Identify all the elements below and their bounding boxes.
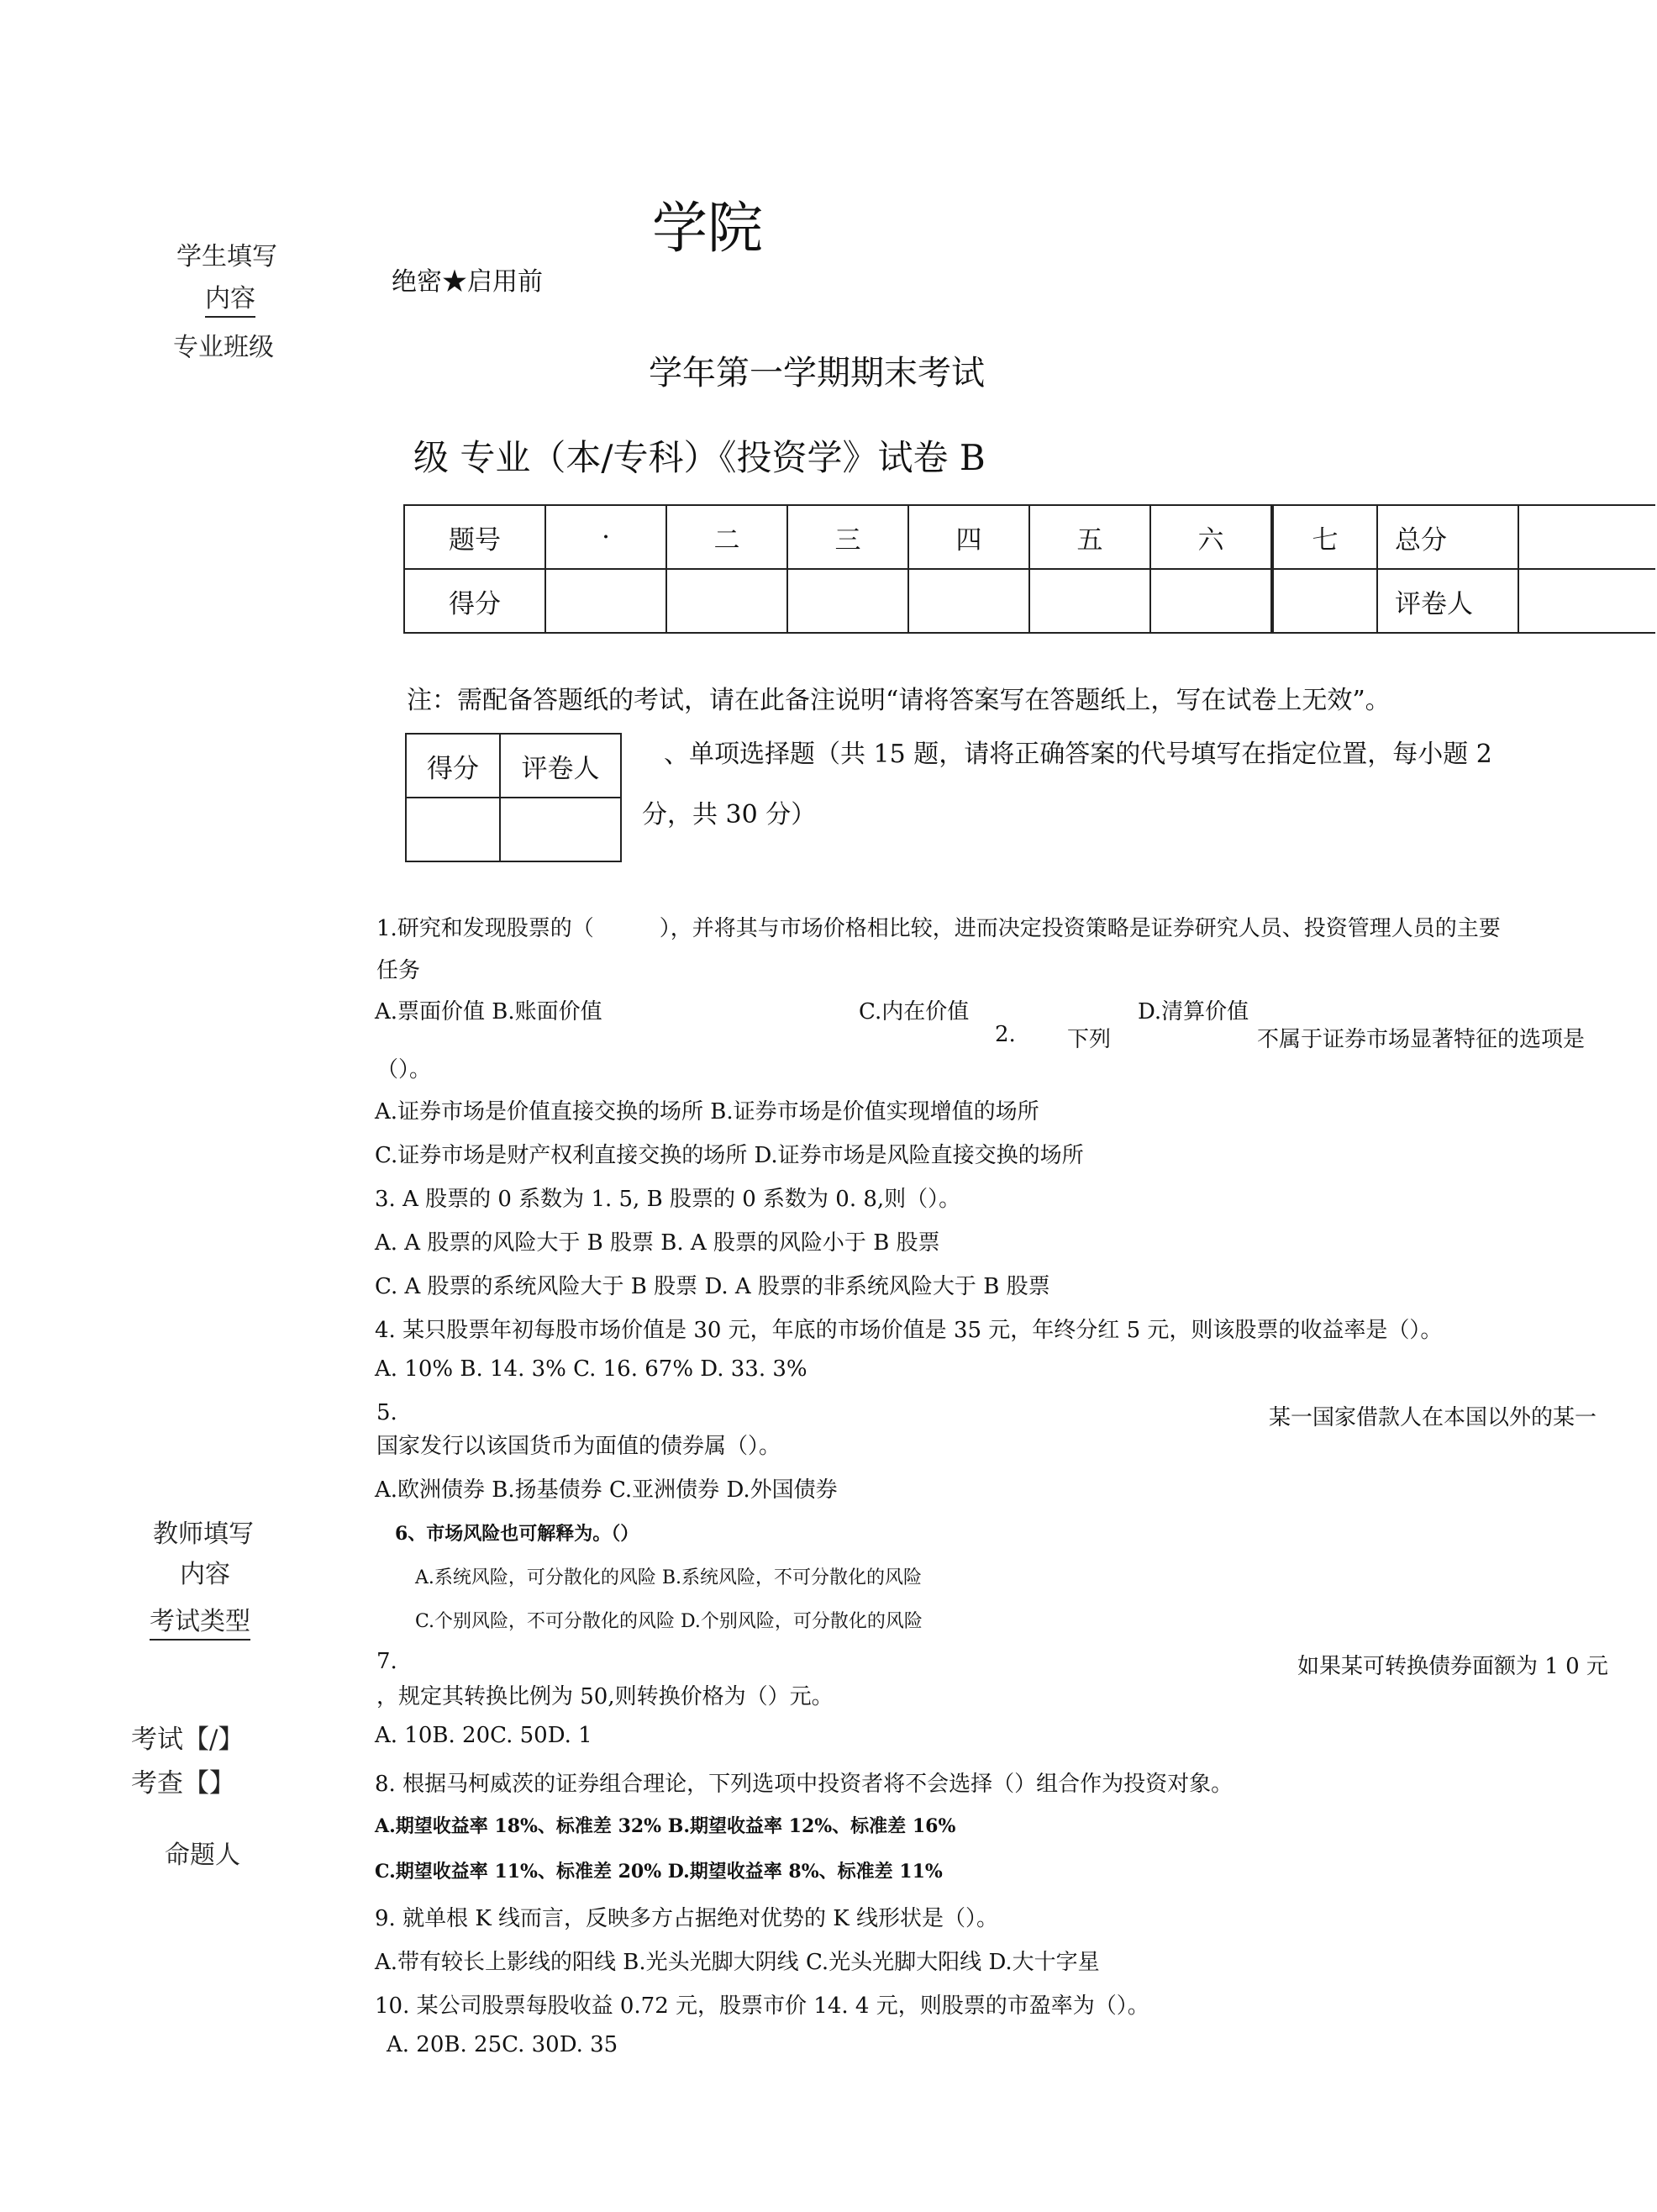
section-grader-label: 评卷人 <box>500 734 621 798</box>
question-2-paren: （）。 <box>376 1057 432 1082</box>
score-cell-s1 <box>545 569 666 633</box>
score-cell-header: 题号 <box>404 505 545 569</box>
score-cell-q7: 七 <box>1272 505 1377 569</box>
question-6-options-ab: A.系统风险，可分散化的风险 B.系统风险，不可分散化的风险 <box>415 1567 923 1588</box>
question-2-word: 下列 <box>1067 1027 1112 1052</box>
college-title: 学院 <box>652 196 763 261</box>
question-3-options-ab: A. A 股票的风险大于 B 股票 B. A 股票的风险小于 B 股票 <box>375 1230 940 1256</box>
score-cell-s6 <box>1150 569 1272 633</box>
exam-type-label: 考试类型 <box>150 1600 250 1641</box>
question-3: 3. A 股票的 0 系数为 1. 5, B 股票的 0 系数为 0. 8,则（）。 <box>375 1187 961 1212</box>
question-4-options: A. 10% B. 14. 3% C. 16. 67% D. 33. 3% <box>375 1356 807 1382</box>
secret-mark: 绝密★启用前 <box>392 267 543 297</box>
question-5: 某一国家借款人在本国以外的某一 <box>1269 1405 1597 1430</box>
score-cell-grader-value <box>1518 569 1655 633</box>
score-cell-s2 <box>666 569 787 633</box>
score-cell-total: 总分 <box>1377 505 1518 569</box>
question-5-cont: 国家发行以该国货币为面值的债券属（）。 <box>376 1434 781 1459</box>
exam-note: 注：需配备答题纸的考试，请在此备注说明“请将答案写在答题纸上，写在试卷上无效”。 <box>407 686 1391 715</box>
proposer-label: 命题人 <box>165 1841 240 1870</box>
term-title: 学年第一学期期末考试 <box>649 354 985 392</box>
question-8-options-ab: A.期望收益率 18%、标准差 32% B.期望收益率 12%、标准差 16% <box>375 1815 956 1837</box>
student-fill-label: 学生填写 <box>176 242 277 271</box>
score-cell-q3: 三 <box>787 505 908 569</box>
teacher-fill-label: 教师填写 <box>153 1519 254 1549</box>
section-grader-value <box>500 798 621 861</box>
score-table-row-header <box>404 505 1655 569</box>
score-cell-q6: 六 <box>1150 505 1272 569</box>
question-9-options: A.带有较长上影线的阳线 B.光头光脚大阴线 C.光头光脚大阳线 D.大十字星 <box>375 1950 1100 1975</box>
section-score-value <box>406 798 500 861</box>
question-10: 10. 某公司股票每股收益 0.72 元，股票市价 14. 4 元，则股票的市盈率为（）。 <box>375 1993 1149 2019</box>
question-10-options: A. 20B. 25C. 30D. 35 <box>387 2032 618 2057</box>
question-1: 1.研究和发现股票的（ ），并将其与市场价格相比较，进而决定投资策略是证券研究人员、投资管理人员的主要 <box>376 916 1501 941</box>
score-cell-q4: 四 <box>908 505 1029 569</box>
score-cell-s3 <box>787 569 908 633</box>
score-cell-q1: · <box>545 505 666 569</box>
question-6: 6、市场风险也可解释为。（） <box>395 1523 639 1545</box>
major-class-label: 专业班级 <box>173 333 274 362</box>
question-8: 8. 根据马柯威茨的证券组合理论，下列选项中投资者将不会选择（）组合作为投资对象。 <box>375 1772 1234 1797</box>
section-score-label: 得分 <box>406 734 500 798</box>
exam-type-kaocha: 考查【】 <box>131 1768 235 1799</box>
question-6-options-cd: C.个别风险，不可分散化的风险 D.个别风险，可分散化的风险 <box>415 1611 923 1632</box>
question-3-options-cd: C. A 股票的系统风险大于 B 股票 D. A 股票的非系统风险大于 B 股票 <box>375 1274 1050 1299</box>
question-2-options-ab: A.证券市场是价值直接交换的场所 B.证券市场是价值实现增值的场所 <box>375 1099 1039 1124</box>
question-9: 9. 就单根 K 线而言，反映多方占据绝对优势的 K 线形状是（）。 <box>375 1906 998 1931</box>
question-7-options: A. 10B. 20C. 50D. 1 <box>375 1723 592 1748</box>
question-8-options-cd: C.期望收益率 11%、标准差 20% D.期望收益率 8%、标准差 11% <box>375 1861 943 1883</box>
score-cell-q2: 二 <box>666 505 787 569</box>
question-7-number: 7. <box>376 1649 397 1674</box>
question-4: 4. 某只股票年初每股市场价值是 30 元，年底的市场价值是 35 元，年终分红 5 元，则该股票的收益率是（）。 <box>375 1318 1443 1343</box>
question-1-option-c: C.内在价值 <box>859 999 970 1024</box>
score-cell-row-label: 得分 <box>404 569 545 633</box>
question-7-cont: ，规定其转换比例为 50,则转换价格为（）元。 <box>376 1684 834 1709</box>
score-cell-total-value <box>1518 505 1655 569</box>
score-cell-s4 <box>908 569 1029 633</box>
section-score-table <box>405 733 622 862</box>
paper-title: 级 专业（本/专科）《投资学》试卷 B <box>413 437 986 478</box>
score-cell-grader: 评卷人 <box>1377 569 1518 633</box>
question-2-number: 2. <box>995 1022 1016 1047</box>
question-1-options-ab: A.票面价值 B.账面价值 <box>375 999 602 1024</box>
question-2-options-cd: C.证券市场是财产权利直接交换的场所 D.证券市场是风险直接交换的场所 <box>375 1143 1084 1168</box>
question-2: 不属于证券市场显著特征的选项是 <box>1257 1027 1586 1052</box>
score-cell-q5: 五 <box>1029 505 1150 569</box>
exam-type-kaoshi: 考试【/】 <box>131 1725 245 1755</box>
student-fill-content-label: 内容 <box>205 277 255 318</box>
score-cell-s7 <box>1272 569 1377 633</box>
teacher-fill-content-label: 内容 <box>180 1560 230 1589</box>
question-5-number: 5. <box>376 1400 397 1425</box>
question-5-options: A.欧洲债券 B.扬基债券 C.亚洲债券 D.外国债券 <box>375 1477 838 1503</box>
question-1-option-d: D.清算价值 <box>1138 999 1249 1024</box>
section-title-cont: 分，共 30 分） <box>642 800 817 830</box>
section-title: 、单项选择题（共 15 题，请将正确答案的代号填写在指定位置，每小题 2 <box>664 740 1492 769</box>
score-cell-s5 <box>1029 569 1150 633</box>
question-1-cont: 任务 <box>376 958 421 983</box>
score-table-row-scores <box>404 569 1655 633</box>
score-table <box>403 504 1655 634</box>
question-7: 如果某可转换债券面额为 1 0 元 <box>1297 1654 1608 1679</box>
